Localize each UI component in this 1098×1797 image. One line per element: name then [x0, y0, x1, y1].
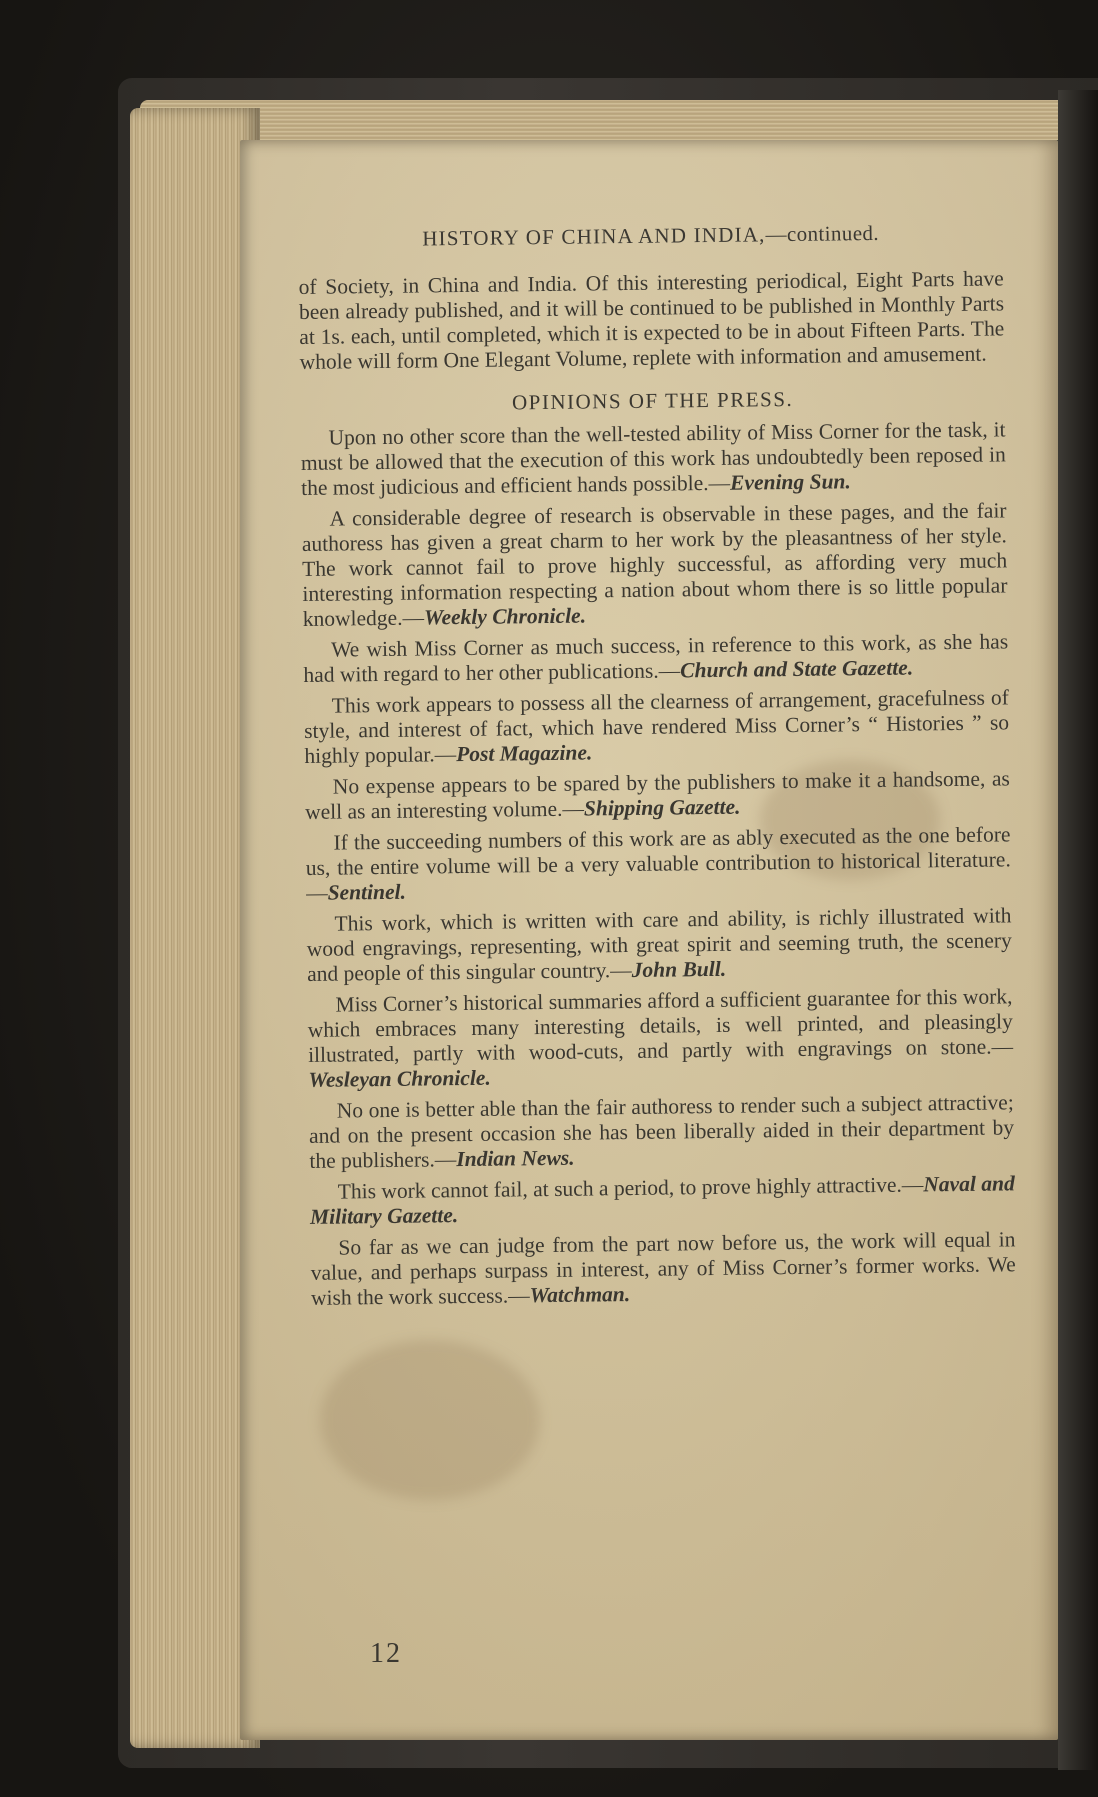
review-text: We wish Miss Corner as much success, in reference to this work, as she has had with regard to her other publications.— [303, 629, 1009, 687]
review-paragraph [310, 1227, 1016, 1311]
review-text: Upon no other score than the well-tested ability of Miss Corner for the task, it must be allowed that the execution of this work has undoubtedly been reposed in the most judicious and efficient hands possible.— [300, 417, 1006, 500]
review-source: Church and State Gazette. [680, 655, 914, 683]
review-text: This work appears to possess all the clearness of arrangement, gracefulness of style, and interest of fact, which have rendered Miss Corner’s “ Histories ” so highly popular.— [303, 685, 1010, 768]
book-page [240, 140, 1058, 1740]
review-text: No one is better able than the fair authoress to render such a subject attractive; and on the present occasion she has been liberally aided in their department by the publishers.— [308, 1090, 1015, 1173]
review-paragraph [300, 417, 1006, 501]
review-paragraph [310, 1171, 1016, 1230]
intro-paragraph: of Society, in China and India. Of this interesting periodical, Eight Parts have been already published, and it will be continued to be published in Monthly Parts at 1s. each, until completed, which it is expected to be in about Fifteen Parts. The whole will form One Elegant Volume, replete with information and amusement. [298, 266, 1005, 374]
review-source: Weekly Chronicle. [423, 603, 587, 630]
review-source: Wesleyan Chronicle. [308, 1065, 491, 1092]
review-paragraph [301, 498, 1007, 632]
review-text: This work cannot fail, at such a period, to prove highly attractive.— [337, 1172, 924, 1204]
review-paragraph [304, 685, 1010, 769]
running-head-title: HISTORY OF CHINA AND INDIA, [422, 222, 766, 251]
review-text: So far as we can judge from the part now before us, the work will equal in value, and perhaps surpass in interest, any of Miss Corner’s former works. We wish the work success.— [310, 1227, 1016, 1310]
page-stain [320, 1340, 540, 1500]
book-gutter [1058, 90, 1098, 1770]
review-paragraph [305, 822, 1011, 906]
review-text: Miss Corner’s historical summaries afford a sufficient guarantee for this work, which embraces many interesting details, is well printed, and pleasingly illustrated, partly with wood-cuts, and partly with engravings on stone.— [307, 984, 1014, 1067]
page-number: 12 [370, 1638, 402, 1669]
running-head-continued: —continued. [765, 220, 880, 247]
review-source: John Bull. [631, 956, 727, 982]
review-source: Evening Sun. [729, 469, 851, 495]
book-top-edge [140, 100, 1080, 140]
review-paragraph [305, 766, 1011, 825]
review-paragraph [303, 629, 1009, 688]
page-content [298, 219, 1016, 1317]
running-head [298, 219, 1003, 253]
review-source: Watchman. [529, 1282, 631, 1308]
review-text: No expense appears to be spared by the publishers to make it a handsome, as well as an interesting volume.— [304, 766, 1010, 824]
review-source: Sentinel. [327, 879, 407, 905]
review-paragraph [309, 1090, 1015, 1174]
review-source: Shipping Gazette. [583, 794, 741, 821]
review-paragraph [307, 984, 1013, 1093]
review-source: Indian News. [456, 1145, 575, 1172]
review-source: Post Magazine. [455, 740, 593, 767]
review-source: Naval and Military Gazette. [309, 1171, 1015, 1229]
section-heading: OPINIONS OF THE PRESS. [511, 386, 794, 415]
review-paragraph [306, 903, 1012, 987]
review-text: This work, which is written with care and ability, is richly illustrated with wood engravings, representing, with great spirit and seeming truth, the scenery and people of this singular country.— [306, 903, 1012, 986]
review-text: A considerable degree of research is observable in these pages, and the fair authoress has given a great charm to her work by the pleasantness of her style. The work cannot fail to prove highly successful, as affording very much interesting information respecting a nation about whom there is so little popular knowledge.— [301, 498, 1008, 631]
review-text: If the succeeding numbers of this work are as ably executed as the one before us, the entire volume will be a very valuable contribution to historical literature.— [305, 822, 1011, 905]
